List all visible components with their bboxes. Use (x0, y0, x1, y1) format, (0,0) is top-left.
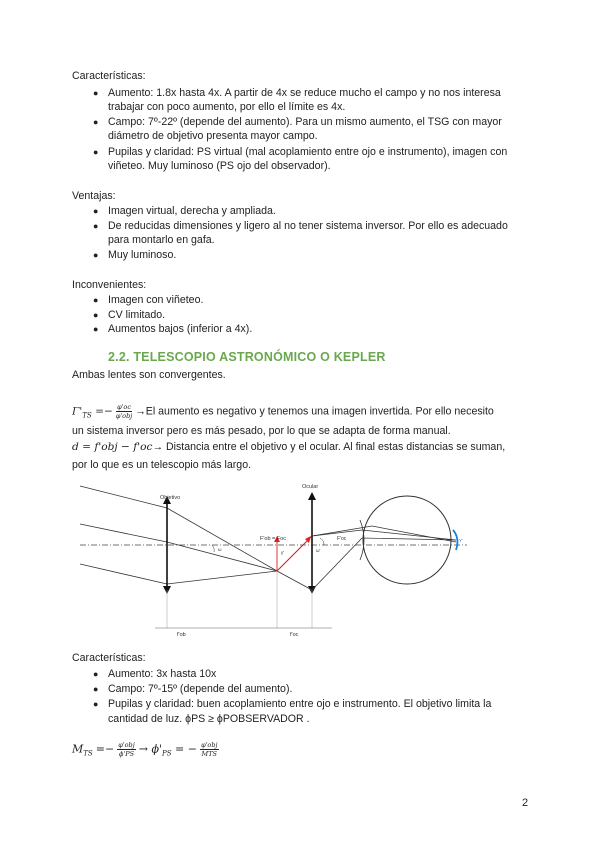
formula-gamma: Γ' (72, 405, 83, 418)
formula-mid: → ϕ' (138, 742, 163, 756)
caracteristicas-title-1: Características: (72, 70, 146, 82)
formula-line-3: $M_{TS}$ =− $\frac{\text{φ'obj}}{\phi'PS}$ → $\phi'_{PS}$ = − $\frac{\text{φ'obj}}{\text{MTS}}$ (72, 741, 218, 758)
ray-line (80, 564, 167, 584)
list-item-line: para montarlo en gafa. (108, 234, 215, 246)
bullet-icon: ● (93, 699, 99, 709)
formula-fraction: $\frac{\text{φ'obj}}{\text{MTS}}$ (201, 741, 218, 758)
formula-fraction: $\frac{\text{φ'obj}}{\phi'PS}$ (118, 741, 135, 758)
bullet-icon: ● (93, 684, 99, 694)
bullet-icon: ● (93, 117, 99, 127)
bullet-icon: ● (93, 669, 99, 679)
bullet-icon: ● (93, 88, 99, 98)
inconvenientes-title: Inconvenientes: (72, 279, 147, 291)
angle-arc (320, 538, 324, 545)
ray-line (372, 526, 456, 542)
ray-line (167, 571, 277, 584)
text-line: un sistema inversor pero es más pesado, por lo que se adapta de forma manual. (72, 425, 451, 437)
list-item-line: CV limitado. (108, 309, 166, 321)
list-item-line: Aumentos bajos (inferior a 4x). (108, 323, 253, 335)
formula-gamma-sub: TS (82, 411, 92, 420)
bullet-icon: ● (93, 250, 99, 260)
bullet-icon: ● (93, 310, 99, 320)
label-fob: f'ob (177, 632, 186, 638)
caracteristicas-title-2: Características: (72, 652, 146, 664)
formula-distance: d = f'obj − f'oc (72, 441, 153, 453)
text-line: por lo que es un telescopio más largo. (72, 459, 252, 471)
fraction-denominator: φ'obj (115, 412, 133, 420)
label-w2: ω' (316, 548, 321, 553)
formula-rhs: = − (171, 742, 197, 756)
kepler-optical-diagram (72, 478, 472, 640)
list-item-line: Muy luminoso. (108, 249, 177, 261)
ray-line (277, 571, 312, 590)
formula-line-2 (72, 440, 505, 454)
bullet-icon: ● (93, 324, 99, 334)
formula-explanation: → Distancia entre el objetivo y el ocular. Al final estas distancias se suman, (152, 441, 506, 453)
list-item-line: Campo: 7º-22º (depende del aumento). Para un mismo aumento, el TSG con mayor (108, 116, 502, 128)
formula-mid-sub: PS (162, 749, 172, 758)
formula-explanation: →El aumento es negativo y tenemos una imagen invertida. Por ello necesito (135, 405, 494, 418)
bullet-icon: ● (93, 206, 99, 216)
angle-arc (212, 545, 214, 552)
list-item-line: Campo: 7º-15º (depende del aumento). (108, 683, 293, 695)
ray-line (312, 538, 362, 590)
list-item-line: De reducidas dimensiones y ligero al no tener sistema inversor. Por ello es adecuado (108, 220, 508, 232)
list-item-line: Aumento: 1.8x hasta 4x. A partir de 4x se reduce mucho el campo y no nos interesa (108, 87, 501, 99)
fraction-numerator: φ'oc (117, 403, 131, 411)
intro-text: Ambas lentes son convergentes. (72, 369, 226, 381)
formula-fraction (116, 403, 132, 420)
label-w: ω (218, 547, 222, 552)
formula-line-1 (72, 403, 494, 422)
label-objetivo: Objetivo (160, 495, 181, 501)
lens-arrow-top (308, 492, 316, 500)
formula-equals: =− (91, 405, 113, 418)
eye-icon (363, 496, 451, 584)
ray-line (167, 542, 277, 571)
list-item-line: viñeteo. Muy luminoso (PS ojo del observador). (108, 160, 331, 172)
list-item-line: Aumento: 3x hasta 10x (108, 668, 217, 680)
ray-line (80, 524, 167, 542)
label-fprime: F'oc (337, 536, 347, 542)
ventajas-title: Ventajas: (72, 190, 116, 202)
section-heading: 2.2. TELESCOPIO ASTRONÓMICO O KEPLER (108, 350, 386, 364)
bullet-icon: ● (93, 295, 99, 305)
list-item-line: cantidad de luz. ϕPS ≥ ϕPOBSERVADOR . (108, 713, 310, 725)
formula-m: M (72, 742, 84, 756)
list-item-line: diámetro de objetivo presenta mayor campo. (108, 130, 318, 142)
label-y: y' (281, 550, 285, 555)
list-item-line: Pupilas y claridad: buen acoplamiento entre ojo e instrumento. El objetivo limita la (108, 698, 492, 710)
label-ocular: Ocular (302, 484, 319, 490)
bullet-icon: ● (93, 221, 99, 231)
list-item-line: Imagen virtual, derecha y ampliada. (108, 205, 276, 217)
list-item-line: Pupilas y claridad: PS virtual (mal acoplamiento entre ojo e instrumento), imagen con (108, 146, 508, 158)
formula-m-sub: TS (83, 749, 93, 758)
label-ey: Y' (459, 538, 463, 543)
list-item-line: Imagen con viñeteo. (108, 294, 204, 306)
bullet-icon: ● (93, 147, 99, 157)
list-item-line: trabajar con poco aumento, por ello el límite es 4x. (108, 101, 346, 113)
label-focus: F'ob = Foc (260, 536, 286, 542)
ray-line (80, 486, 167, 508)
label-foc: f'oc (290, 632, 299, 638)
page-number: 2 (522, 797, 529, 809)
